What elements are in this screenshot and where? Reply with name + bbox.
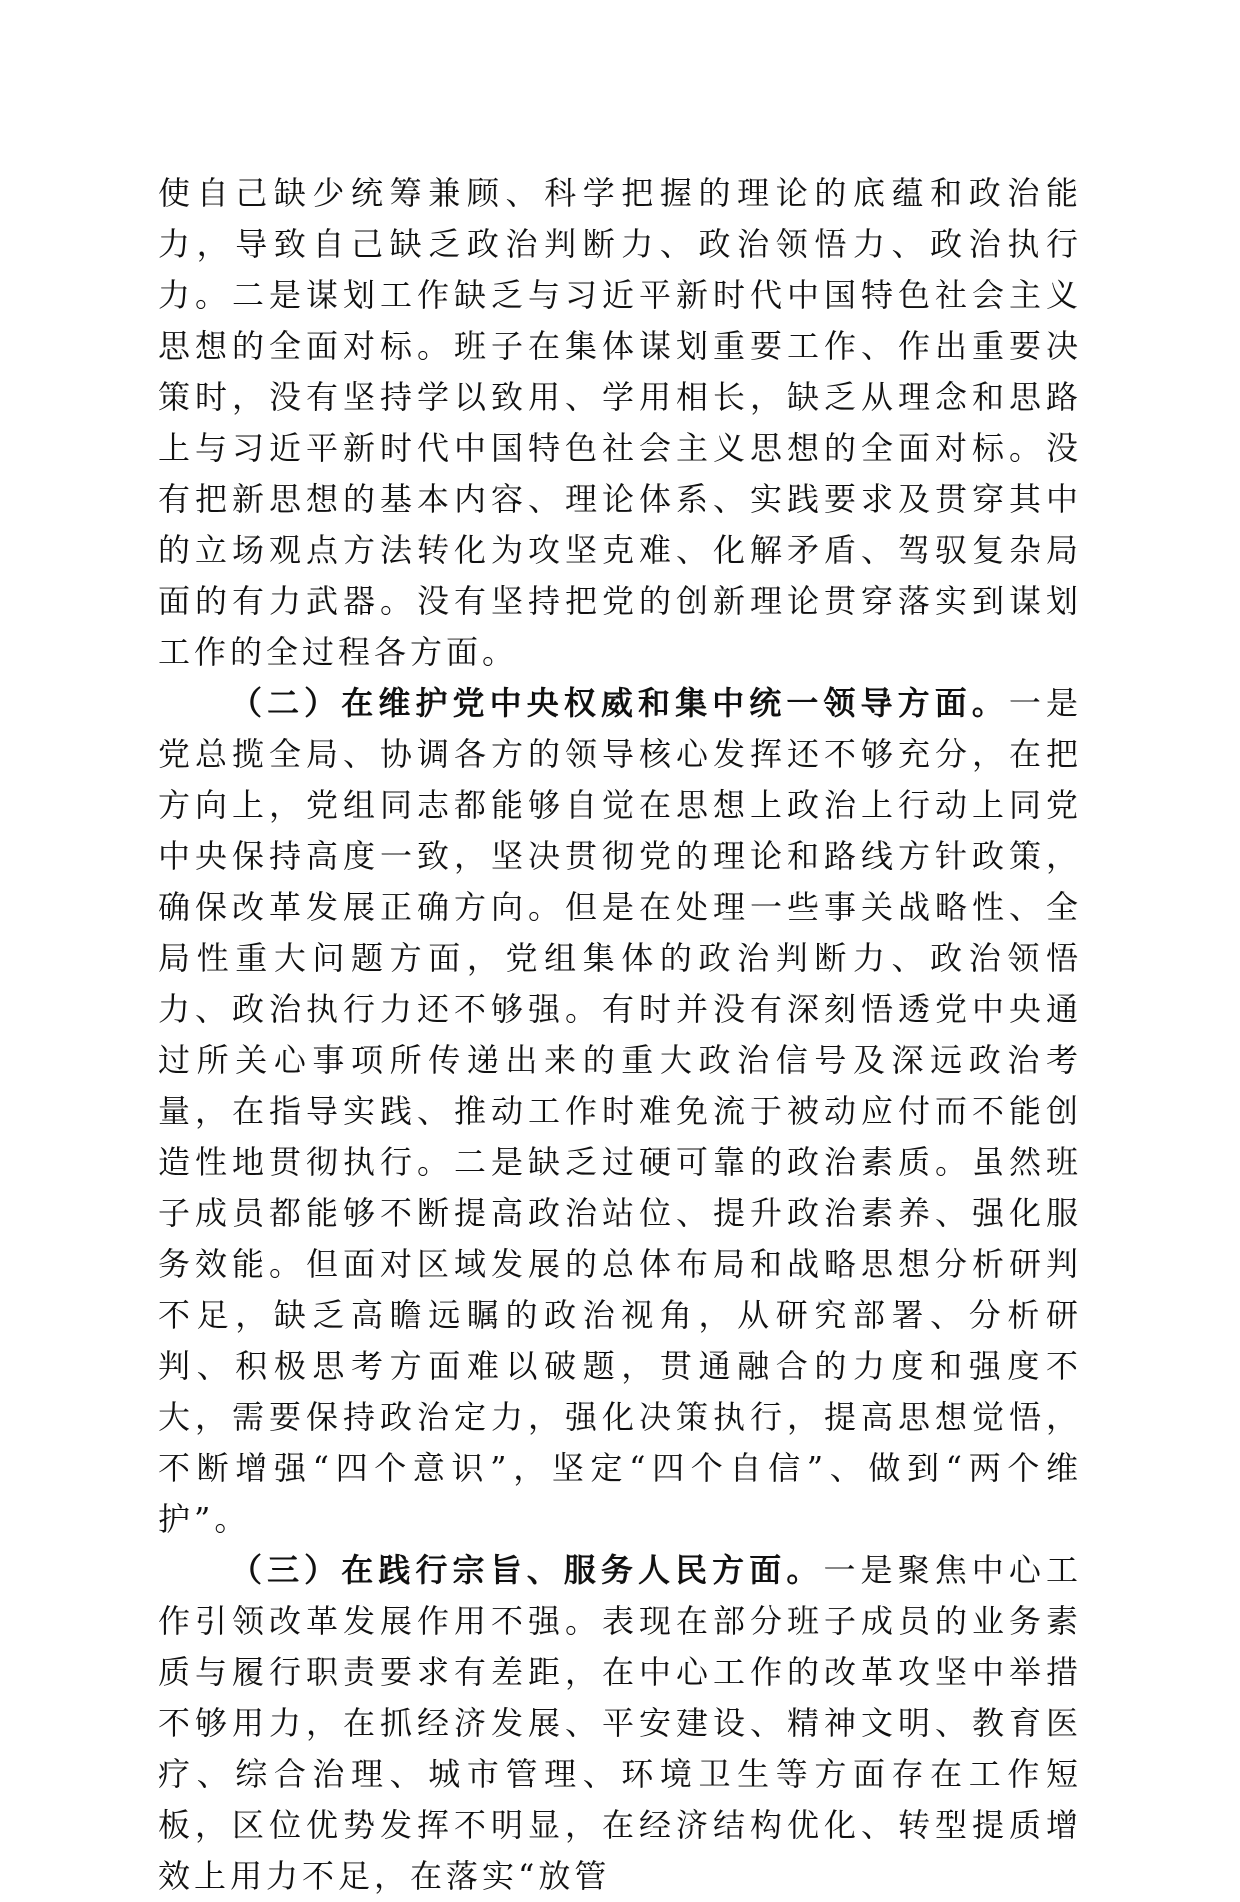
paragraph-2 xyxy=(158,678,1082,1545)
paragraph-3 xyxy=(158,1545,1082,1902)
paragraph-1 xyxy=(158,168,1082,678)
paragraph-1-text: 使自己缺少统筹兼顾、科学把握的理论的底蕴和政治能力，导致自己缺乏政治判断力、政治领悟力、政治执行力。二是谋划工作缺乏与习近平新时代中国特色社会主义思想的全面对标。班子在集体谋划重要工作、作出重要决策时，没有坚持学以致用、学用相长，缺乏从理念和思路上与习近平新时代中国特色社会主义思想的全面对标。没有把新思想的基本内容、理论体系、实践要求及贯穿其中的立场观点方法转化为攻坚克难、化解矛盾、驾驭复杂局面的有力武器。没有坚持把党的创新理论贯穿落实到谋划工作的全过程各方面。 xyxy=(158,174,1082,671)
section-heading-3: （三）在践行宗旨、服务人民方面。 xyxy=(230,1551,824,1589)
document-page xyxy=(158,168,1082,1902)
paragraph-3-text: 一是聚焦中心工作引领改革发展作用不强。表现在部分班子成员的业务素质与履行职责要求有差距，在中心工作的改革攻坚中举措不够用力，在抓经济发展、平安建设、精神文明、教育医疗、综合治理、城市管理、环境卫生等方面存在工作短板，区位优势发挥不明显，在经济结构优化、转型提质增效上用力不足，在落实“放管 xyxy=(158,1551,1082,1895)
paragraph-2-text: 一是党总揽全局、协调各方的领导核心发挥还不够充分，在把方向上，党组同志都能够自觉在思想上政治上行动上同党中央保持高度一致，坚决贯彻党的理论和路线方针政策，确保改革发展正确方向。但是在处理一些事关战略性、全局性重大问题方面，党组集体的政治判断力、政治领悟力、政治执行力还不够强。有时并没有深刻悟透党中央通过所关心事项所传递出来的重大政治信号及深远政治考量，在指导实践、推动工作时难免流于被动应付而不能创造性地贯彻执行。二是缺乏过硬可靠的政治素质。虽然班子成员都能够不断提高政治站位、提升政治素养、强化服务效能。但面对区域发展的总体布局和战略思想分析研判不足，缺乏高瞻远瞩的政治视角，从研究部署、分析研判、积极思考方面难以破题，贯通融合的力度和强度不大，需要保持政治定力，强化决策执行，提高思想觉悟，不断增强“四个意识”，坚定“四个自信”、做到“两个维护”。 xyxy=(158,684,1082,1538)
section-heading-2: （二）在维护党中央权威和集中统一领导方面。 xyxy=(230,684,1009,722)
